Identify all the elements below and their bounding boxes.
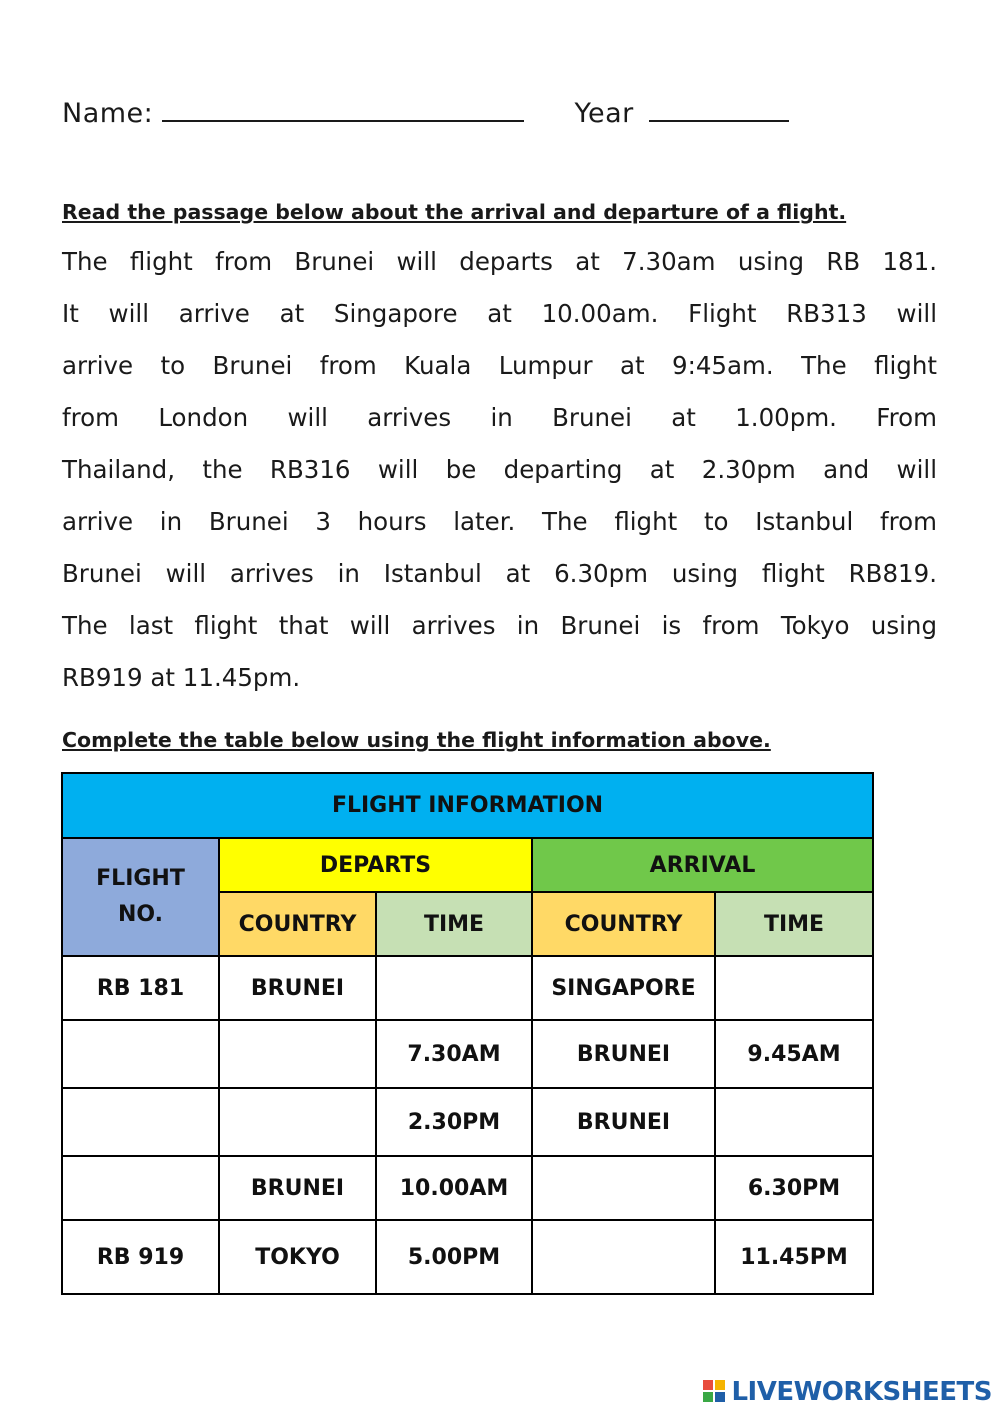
table-row bbox=[62, 1020, 873, 1088]
arrival-time-header: TIME bbox=[715, 892, 873, 956]
flight-no-cell[interactable] bbox=[62, 1088, 219, 1156]
passage-line: arrive in Brunei 3 hours later. The flight to Istanbul from bbox=[62, 507, 937, 536]
year-blank[interactable] bbox=[649, 96, 789, 122]
table-row bbox=[62, 1220, 873, 1294]
arrival-time-cell: 11.45PM bbox=[715, 1220, 873, 1294]
flight-no-cell: RB 181 bbox=[62, 956, 219, 1020]
table-title: FLIGHT INFORMATION bbox=[62, 773, 873, 838]
depart-time-cell: 7.30AM bbox=[376, 1020, 532, 1088]
passage-line: arrive to Brunei from Kuala Lumpur at 9:45am. The flight bbox=[62, 351, 937, 380]
arrival-time-cell[interactable] bbox=[715, 1088, 873, 1156]
depart-country-cell: BRUNEI bbox=[219, 956, 376, 1020]
depart-country-cell[interactable] bbox=[219, 1020, 376, 1088]
depart-country-cell: BRUNEI bbox=[219, 1156, 376, 1220]
complete-instruction: Complete the table below using the flight information above. bbox=[62, 728, 771, 752]
flight-no-header-line2: NO. bbox=[118, 902, 163, 927]
passage bbox=[62, 236, 937, 704]
depart-time-cell: 5.00PM bbox=[376, 1220, 532, 1294]
passage-line: The flight from Brunei will departs at 7.30am using RB 181. bbox=[62, 247, 937, 276]
depart-time-cell: 2.30PM bbox=[376, 1088, 532, 1156]
flight-no-cell: RB 919 bbox=[62, 1220, 219, 1294]
depart-time-cell[interactable] bbox=[376, 956, 532, 1020]
name-year-line bbox=[62, 96, 789, 129]
depart-country-cell[interactable] bbox=[219, 1088, 376, 1156]
passage-line: It will arrive at Singapore at 10.00am. Flight RB313 will bbox=[62, 299, 937, 328]
departs-header: DEPARTS bbox=[219, 838, 532, 892]
arrival-country-cell: BRUNEI bbox=[532, 1088, 715, 1156]
liveworksheets-logo bbox=[703, 1377, 992, 1407]
arrival-header: ARRIVAL bbox=[532, 838, 873, 892]
name-label: Name: bbox=[62, 98, 154, 129]
table-row bbox=[62, 1156, 873, 1220]
departs-time-header: TIME bbox=[376, 892, 532, 956]
arrival-country-cell[interactable] bbox=[532, 1156, 715, 1220]
table-row bbox=[62, 1088, 873, 1156]
flight-information-table bbox=[61, 772, 874, 1295]
passage-line: from London will arrives in Brunei at 1.00pm. From bbox=[62, 403, 937, 432]
passage-line: The last flight that will arrives in Brunei is from Tokyo using bbox=[62, 611, 937, 640]
flight-no-header-line1: FLIGHT bbox=[96, 866, 185, 891]
departs-country-header: COUNTRY bbox=[219, 892, 376, 956]
arrival-country-header: COUNTRY bbox=[532, 892, 715, 956]
depart-time-cell: 10.00AM bbox=[376, 1156, 532, 1220]
depart-country-cell: TOKYO bbox=[219, 1220, 376, 1294]
arrival-country-cell: BRUNEI bbox=[532, 1020, 715, 1088]
passage-line: Thailand, the RB316 will be departing at 2.30pm and will bbox=[62, 455, 937, 484]
table-row bbox=[62, 956, 873, 1020]
read-instruction: Read the passage below about the arrival and departure of a flight. bbox=[62, 200, 847, 224]
arrival-time-cell: 9.45AM bbox=[715, 1020, 873, 1088]
flight-no-header bbox=[62, 838, 219, 956]
arrival-time-cell[interactable] bbox=[715, 956, 873, 1020]
arrival-time-cell: 6.30PM bbox=[715, 1156, 873, 1220]
arrival-country-cell: SINGAPORE bbox=[532, 956, 715, 1020]
liveworksheets-logo-text: LIVEWORKSHEETS bbox=[731, 1377, 992, 1407]
passage-line: RB919 at 11.45pm. bbox=[62, 663, 301, 692]
liveworksheets-logo-icon bbox=[703, 1380, 727, 1404]
passage-line: Brunei will arrives in Istanbul at 6.30pm using flight RB819. bbox=[62, 559, 937, 588]
flight-no-cell[interactable] bbox=[62, 1020, 219, 1088]
flight-no-cell[interactable] bbox=[62, 1156, 219, 1220]
year-label: Year bbox=[574, 98, 634, 129]
name-blank[interactable] bbox=[162, 96, 524, 122]
arrival-country-cell[interactable] bbox=[532, 1220, 715, 1294]
